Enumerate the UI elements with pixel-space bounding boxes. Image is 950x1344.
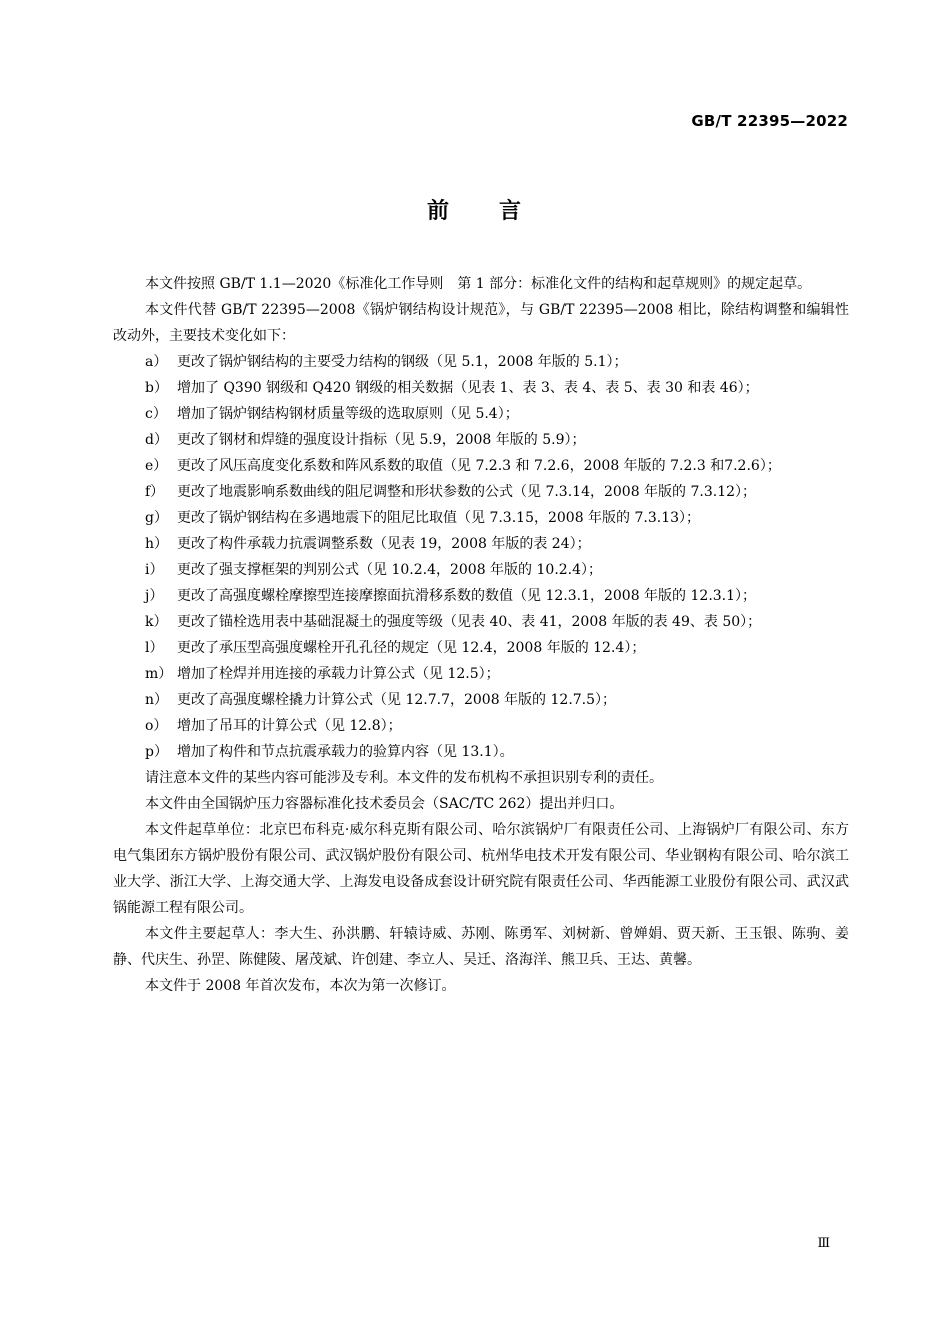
list-item [113,661,849,687]
list-text: 更改了锅炉钢结构的主要受力结构的钢级（见 5.1，2008 年版的 5.1）； [177,354,628,370]
paragraph-drafting-units: 本文件起草单位：北京巴布科克·威尔科克斯有限公司、哈尔滨锅炉厂有限责任公司、上海锅炉厂有限公司、东方电气集团东方锅炉股份有限公司、武汉锅炉股份有限公司、杭州华电技术开发有限公司、华业钢构有限公司、哈尔滨工业大学、浙江大学、上海交通大学、上海发电设备成套设计研究院有限责任公司、华西能源工业股份有限公司、武汉武锅能源工程有限公司。 [113,822,849,916]
list-item [113,479,849,505]
list-marker: i） [145,562,164,578]
paragraph-replacement: 本文件代替 GB/T 22395—2008《锅炉钢结构设计规范》，与 GB/T 22395—2008 相比，除结构调整和编辑性改动外，主要技术变化如下： [113,302,849,344]
list-item [113,531,849,557]
list-text: 增加了构件和节点抗震承载力的验算内容（见 13.1）。 [177,744,514,760]
list-text: 更改了高强度螺栓摩擦型连接摩擦面抗滑移系数的数值（见 12.3.1，2008 年版的 12.3.1）； [177,588,757,604]
page-number: Ⅲ [817,1236,830,1251]
standard-number: GB/T 22395—2022 [691,112,848,130]
list-text: 更改了构件承载力抗震调整系数（见表 19，2008 年版的表 24）； [177,536,591,552]
list-marker: o） [145,718,168,734]
list-text: 更改了强支撑框架的判别公式（见 10.2.4，2008 年版的 10.2.4）； [177,562,603,578]
foreword-body [113,271,849,999]
page-title [0,194,950,225]
list-text: 更改了风压高度变化系数和阵风系数的取值（见 7.2.3 和 7.2.6，2008 年版的 7.2.3 和7.2.6）； [177,458,781,474]
list-item [113,635,849,661]
list-item [113,401,849,427]
list-marker: m） [145,666,173,682]
list-item [113,349,849,375]
list-item [113,375,849,401]
list-marker: l） [145,640,164,656]
list-marker: e） [145,458,168,474]
list-text: 更改了锚栓选用表中基础混凝土的强度等级（见表 40、表 41，2008 年版的表 49、表 50）； [177,614,762,630]
list-text: 更改了承压型高强度螺栓开孔孔径的规定（见 12.4，2008 年版的 12.4）； [177,640,646,656]
list-item [113,739,849,765]
paragraph-patent-notice: 请注意本文件的某些内容可能涉及专利。本文件的发布机构不承担识别专利的责任。 [145,770,663,786]
list-marker: b） [145,380,168,396]
list-marker: n） [145,692,169,708]
list-text: 增加了吊耳的计算公式（见 12.8）； [177,718,402,734]
list-text: 更改了高强度螺栓撬力计算公式（见 12.7.7，2008 年版的 12.7.5）； [177,692,617,708]
list-text: 增加了栓焊并用连接的承载力计算公式（见 12.5）； [177,666,500,682]
list-item [113,609,849,635]
list-text: 更改了钢材和焊缝的强度设计指标（见 5.9，2008 年版的 5.9）； [177,432,586,448]
paragraph-drafters: 本文件主要起草人：李大生、孙洪鹏、轩辕诗威、苏刚、陈勇军、刘树新、曾婵娟、贾天新、王玉银、陈驹、姜静、代庆生、孙罡、陈健陵、屠茂斌、许创建、李立人、吴迁、洛海洋、熊卫兵、王达、黄馨。 [113,926,849,968]
list-text: 更改了地震影响系数曲线的阻尼调整和形状参数的公式（见 7.3.14，2008 年版的 7.3.12）； [177,484,757,500]
title-char-1: 前 [426,199,451,224]
list-marker: g） [145,510,168,526]
list-marker: j） [145,588,164,604]
list-text: 更改了锅炉钢结构在多遇地震下的阻尼比取值（见 7.3.15，2008 年版的 7.3.13）； [177,510,701,526]
list-item [113,427,849,453]
paragraph-publication-history: 本文件于 2008 年首次发布，本次为第一次修订。 [145,978,456,994]
list-marker: k） [145,614,168,630]
list-marker: f） [145,484,165,500]
list-item [113,557,849,583]
list-item [113,505,849,531]
paragraph-proposer: 本文件由全国锅炉压力容器标准化技术委员会（SAC/TC 262）提出并归口。 [145,796,624,812]
list-item [113,687,849,713]
changes-list [113,349,849,765]
title-char-2: 言 [499,199,524,224]
list-text: 增加了 Q390 钢级和 Q420 钢级的相关数据（见表 1、表 3、表 4、表 5、表 30 和表 46）； [177,380,759,396]
list-marker: d） [145,432,168,448]
list-item [113,713,849,739]
list-marker: h） [145,536,169,552]
list-marker: a） [145,354,168,370]
list-text: 增加了锅炉钢结构钢材质量等级的选取原则（见 5.4）； [177,406,519,422]
list-item [113,583,849,609]
list-marker: p） [145,744,168,760]
list-marker: c） [145,406,167,422]
list-item [113,453,849,479]
paragraph-drafting-rules: 本文件按照 GB/T 1.1—2020《标准化工作导则 第 1 部分：标准化文件的结构和起草规则》的规定起草。 [145,276,812,292]
